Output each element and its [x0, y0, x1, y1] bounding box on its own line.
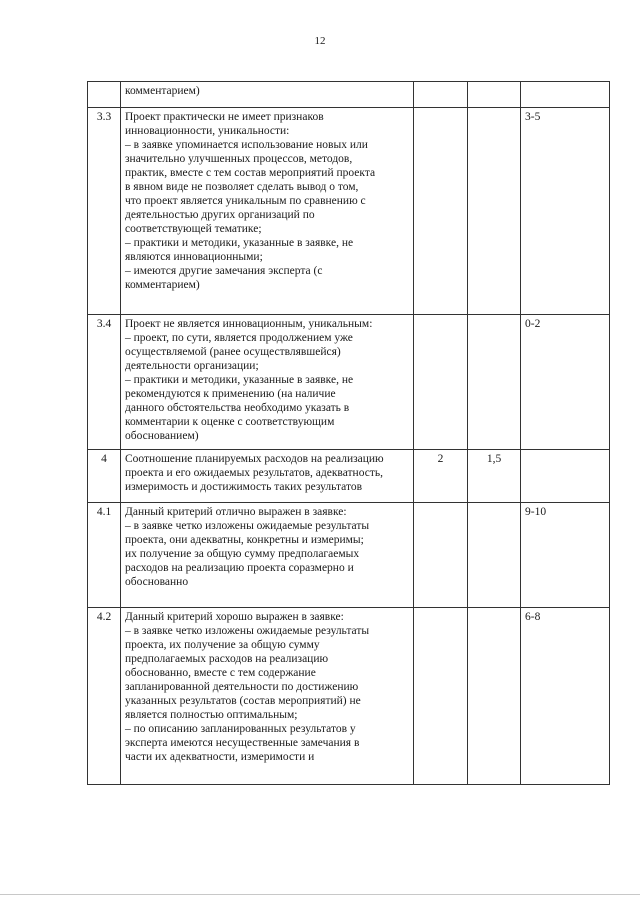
criterion-score-range — [521, 82, 610, 108]
description-line: что проект является уникальным по сравнению с — [125, 195, 366, 207]
criterion-coefficient — [468, 108, 521, 315]
page-bottom-divider — [0, 894, 640, 895]
description-line: данного обстоятельства необходимо указать в — [125, 402, 350, 414]
description-line: указанных результатов (состав мероприятий) не — [125, 695, 361, 707]
description-line: – практики и методики, указанные в заявке, не — [125, 374, 354, 386]
description-line: инновационности, уникальности: — [125, 125, 290, 137]
criterion-weight: 2 — [414, 450, 468, 503]
criteria-row — [88, 315, 610, 450]
criteria-table-body — [88, 82, 610, 785]
criterion-description — [121, 608, 414, 785]
description-line: осуществляемой (ранее осуществлявшейся) — [125, 346, 341, 358]
description-line: рекомендуются к применению (на наличие — [125, 388, 336, 400]
description-line: – по описанию запланированных результатов у — [125, 723, 356, 735]
criterion-score-range: 3-5 — [521, 108, 610, 315]
description-line: – в заявке четко изложены ожидаемые результаты — [125, 625, 370, 637]
criterion-description — [121, 450, 414, 503]
description-line: значительно улучшенных процессов, методов, — [125, 153, 353, 165]
criterion-number: 4 — [88, 450, 121, 503]
criterion-weight — [414, 608, 468, 785]
criteria-row — [88, 82, 610, 108]
criterion-number — [88, 82, 121, 108]
page-number: 12 — [314, 35, 326, 47]
description-line: проекта, их получение за общую сумму — [125, 639, 320, 651]
criterion-number: 4.2 — [88, 608, 121, 785]
description-line: Проект не является инновационным, уникальным: — [125, 318, 373, 330]
description-line: Проект практически не имеет признаков — [125, 111, 324, 123]
description-line: расходов на реализацию проекта соразмерно и — [125, 562, 354, 574]
description-line: части их адекватности, измеримости и — [125, 751, 315, 763]
description-line: деятельностью других организаций по — [125, 209, 315, 221]
description-line: обоснованно — [125, 576, 189, 588]
criterion-weight — [414, 503, 468, 608]
criterion-number: 4.1 — [88, 503, 121, 608]
description-line: обоснованием) — [125, 430, 199, 442]
criteria-row — [88, 503, 610, 608]
description-line: Данный критерий отлично выражен в заявке: — [125, 506, 347, 518]
description-line: – проект, по сути, является продолжением уже — [125, 332, 353, 344]
description-line: комментарием) — [125, 279, 200, 291]
description-line: – имеются другие замечания эксперта (с — [125, 265, 323, 277]
description-line: проекта, они адекватны, конкретны и измеримы; — [125, 534, 364, 546]
criterion-description — [121, 503, 414, 608]
description-line: комментарием) — [125, 85, 200, 97]
criteria-row — [88, 450, 610, 503]
criterion-score-range: 6-8 — [521, 608, 610, 785]
description-line: являются инновационными; — [125, 251, 263, 263]
description-line: Соотношение планируемых расходов на реализацию — [125, 453, 384, 465]
criteria-row — [88, 108, 610, 315]
description-line: в явном виде не позволяет сделать вывод о том, — [125, 181, 359, 193]
criteria-table — [87, 81, 610, 785]
criterion-coefficient — [468, 315, 521, 450]
description-line: обоснованно, вместе с тем содержание — [125, 667, 316, 679]
criterion-number: 3.4 — [88, 315, 121, 450]
description-line: запланированной деятельности по достижению — [125, 681, 359, 693]
description-line: практик, вместе с тем состав мероприятий проекта — [125, 167, 376, 179]
description-line: Данный критерий хорошо выражен в заявке: — [125, 611, 344, 623]
description-line: – практики и методики, указанные в заявке, не — [125, 237, 354, 249]
criteria-row — [88, 608, 610, 785]
description-line: является полностью оптимальным; — [125, 709, 298, 721]
description-line: эксперта имеются несущественные замечания в — [125, 737, 360, 749]
description-line: проекта и его ожидаемых результатов, адекватность, — [125, 467, 383, 479]
description-line: комментарии к оценке с соответствующим — [125, 416, 335, 428]
description-line: деятельности организации; — [125, 360, 259, 372]
description-line: соответствующей тематике; — [125, 223, 262, 235]
criterion-coefficient — [468, 503, 521, 608]
criterion-score-range: 9-10 — [521, 503, 610, 608]
description-line: предполагаемых расходов на реализацию — [125, 653, 329, 665]
criterion-score-range — [521, 450, 610, 503]
criterion-weight — [414, 315, 468, 450]
description-line: их получение за общую сумму предполагаемых — [125, 548, 360, 560]
criterion-coefficient: 1,5 — [468, 450, 521, 503]
criterion-coefficient — [468, 608, 521, 785]
criterion-coefficient — [468, 82, 521, 108]
criterion-description — [121, 315, 414, 450]
criterion-number: 3.3 — [88, 108, 121, 315]
criterion-description — [121, 108, 414, 315]
description-line: измеримость и достижимость таких результатов — [125, 481, 362, 493]
description-line: – в заявке четко изложены ожидаемые результаты — [125, 520, 370, 532]
criterion-weight — [414, 108, 468, 315]
criterion-description — [121, 82, 414, 108]
description-line: – в заявке упоминается использование новых или — [125, 139, 368, 151]
criterion-weight — [414, 82, 468, 108]
criterion-score-range: 0-2 — [521, 315, 610, 450]
